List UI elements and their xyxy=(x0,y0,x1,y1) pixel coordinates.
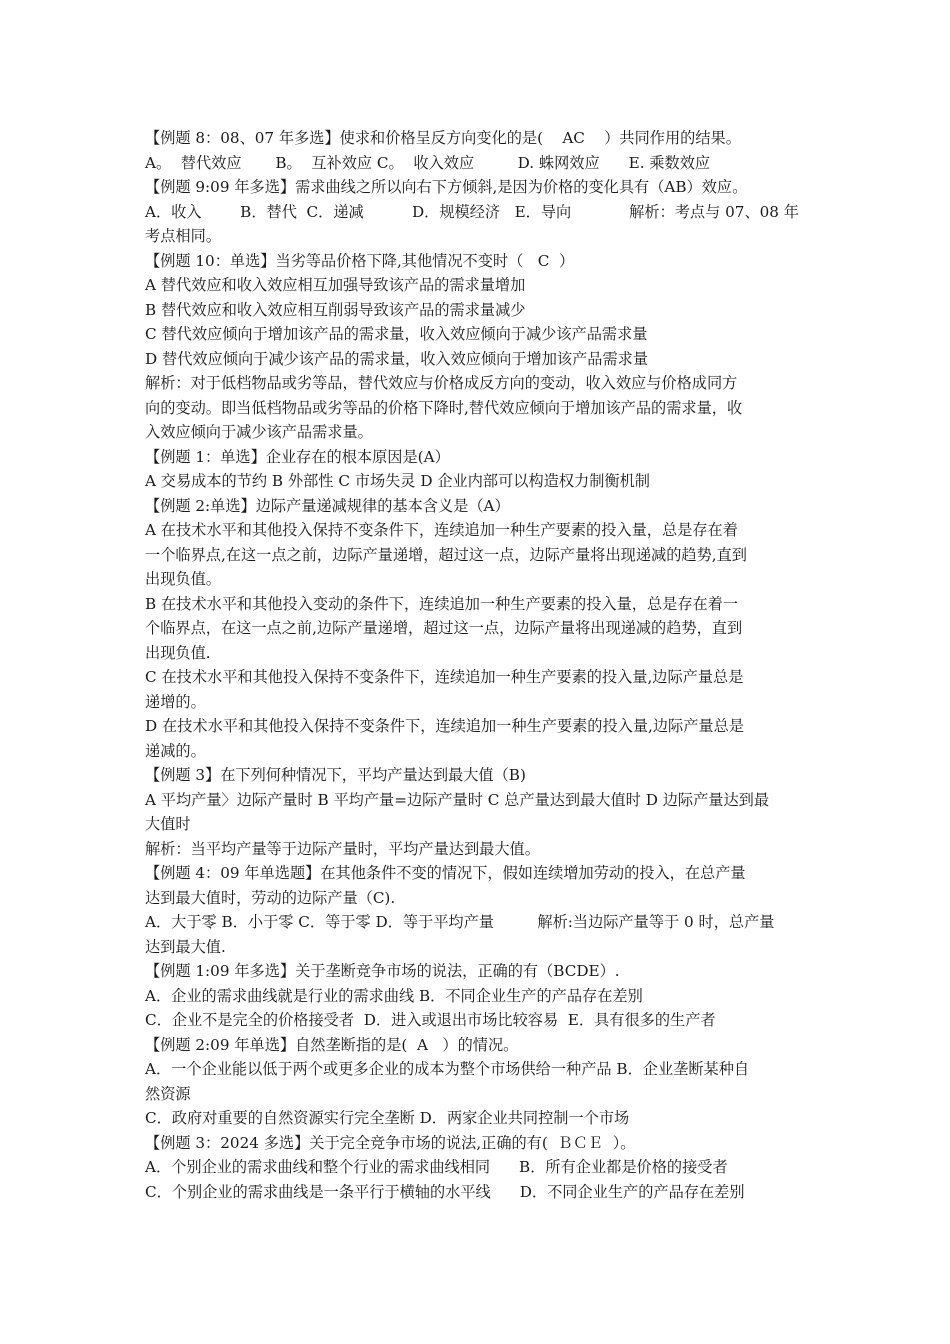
text-line: A．个别企业的需求曲线和整个行业的需求曲线相同 B．所有企业都是价格的接受者 xyxy=(145,1158,728,1176)
text-line: C．政府对重要的自然资源实行完全垄断 D．两家企业共同控制一个市场 xyxy=(145,1109,630,1127)
text-line: 解析：对于低档物品或劣等品，替代效应与价格成反方向的变动，收入效应与价格成同方 xyxy=(145,374,738,392)
text-line: 个临界点，在这一点之前,边际产量递增，超过这一点，边际产量将出现递减的趋势，直到 xyxy=(145,619,743,637)
text-line: 【例题 9:09 年多选】需求曲线之所以向右下方倾斜,是因为价格的变化具有（AB）效应。 xyxy=(145,178,748,196)
text-line: 解析：当平均产量等于边际产量时，平均产量达到最大值。 xyxy=(145,839,540,858)
text-line: 【例题 8：08、07 年多选】使求和价格呈反方向变化的是( AC ）共同作用的结果。 xyxy=(145,129,741,147)
text-line: A 交易成本的节约 B 外部性 C 市场失灵 D 企业内部可以构造权力制衡机制 xyxy=(145,472,650,490)
text-line: B 在技术水平和其他投入变动的条件下，连续追加一种生产要素的投入量，总是存在着一 xyxy=(145,594,739,613)
text-line: A 替代效应和收入效应相互加强导致该产品的需求量增加 xyxy=(145,276,526,294)
text-line: C 替代效应倾向于增加该产品的需求量，收入效应倾向于减少该产品需求量 xyxy=(145,325,648,343)
text-line: A．一个企业能以低于两个或更多企业的成本为整个市场供给一种产品 B．企业垄断某种自 xyxy=(145,1060,750,1078)
text-line: 达到最大值. xyxy=(145,937,226,956)
text-line: A．收入 B．替代 C．递减 D．规模经济 E．导向 解析：考点与 07、08 年 xyxy=(145,202,799,221)
text-line: 【例题 2:单选】边际产量递减规律的基本含义是（A） xyxy=(145,496,510,515)
text-line: D 在技术水平和其他投入保持不变条件下，连续追加一种生产要素的投入量,边际产量总是 xyxy=(145,717,744,735)
text-line: A 平均产量〉边际产量时 B 平均产量=边际产量时 C 总产量达到最大值时 D 边际产量达到最 xyxy=(145,790,770,809)
text-line: 一个临界点,在这一点之前，边际产量递增，超过这一点，边际产量将出现递减的趋势,直到 xyxy=(145,545,747,564)
text-line: 【例题 3】在下列何种情况下，平均产量达到最大值（B) xyxy=(145,766,526,784)
text-line: 然资源 xyxy=(145,1084,191,1103)
text-line: A．大于零 B．小于零 C．等于零 D．等于平均产量 解析:当边际产量等于 0 时，总产量 xyxy=(145,913,775,931)
text-line: 【例题 10：单选】当劣等品价格下降,其他情况不变时（ C ） xyxy=(145,251,575,270)
text-line: C．个别企业的需求曲线是一条平行于横轴的水平线 D．不同企业生产的产品存在差别 xyxy=(145,1182,745,1201)
text-line: 出现负值. xyxy=(145,643,211,662)
text-line: C．企业不是完全的价格接受者 D．进入或退出市场比较容易 E．具有很多的生产者 xyxy=(145,1011,716,1029)
text-line: 考点相同。 xyxy=(145,227,221,245)
text-line: D 替代效应倾向于减少该产品的需求量，收入效应倾向于增加该产品需求量 xyxy=(145,349,649,368)
text-line: 【例题 1：单选】企业存在的根本原因是(A） xyxy=(145,447,450,466)
text-line: 【例题 4：09 年单选题】在其他条件不变的情况下，假如连续增加劳动的投入，在总产量 xyxy=(145,864,746,882)
document-body xyxy=(145,126,809,1204)
text-line: C 在技术水平和其他投入保持不变条件下，连续追加一种生产要素的投入量,边际产量总是 xyxy=(145,668,744,686)
text-line: 递减的。 xyxy=(145,741,206,760)
text-line: 【例题 2:09 年单选】自然垄断指的是( A ）的情况。 xyxy=(145,1035,519,1054)
text-line: B 替代效应和收入效应相互削弱导致该产品的需求量减少 xyxy=(145,300,526,319)
text-line: 大值时 xyxy=(145,815,191,833)
text-line: 入效应倾向于减少该产品需求量。 xyxy=(145,423,373,441)
text-line: A 在技术水平和其他投入保持不变条件下，连续追加一种生产要素的投入量，总是存在着 xyxy=(145,521,738,539)
text-line: 达到最大值时，劳动的边际产量（C). xyxy=(145,888,396,907)
text-line: 【例题 3：2024 多选】关于完全竞争市场的说法,正确的有( ＢＣＥ ）。 xyxy=(145,1133,636,1152)
text-line: 递增的。 xyxy=(145,692,206,711)
text-line: A。 替代效应 B。 互补效应 C。 收入效应 D. 蛛网效应 E. 乘数效应 xyxy=(145,153,711,172)
text-line: 向的变动。即当低档物品或劣等品的价格下降时,替代效应倾向于增加该产品的需求量，收 xyxy=(145,398,743,417)
text-line: 【例题 1:09 年多选】关于垄断竞争市场的说法，正确的有（BCDE）. xyxy=(145,962,620,980)
text-line: A．企业的需求曲线就是行业的需求曲线 B．不同企业生产的产品存在差别 xyxy=(145,986,643,1005)
text-line: 出现负值。 xyxy=(145,570,221,588)
